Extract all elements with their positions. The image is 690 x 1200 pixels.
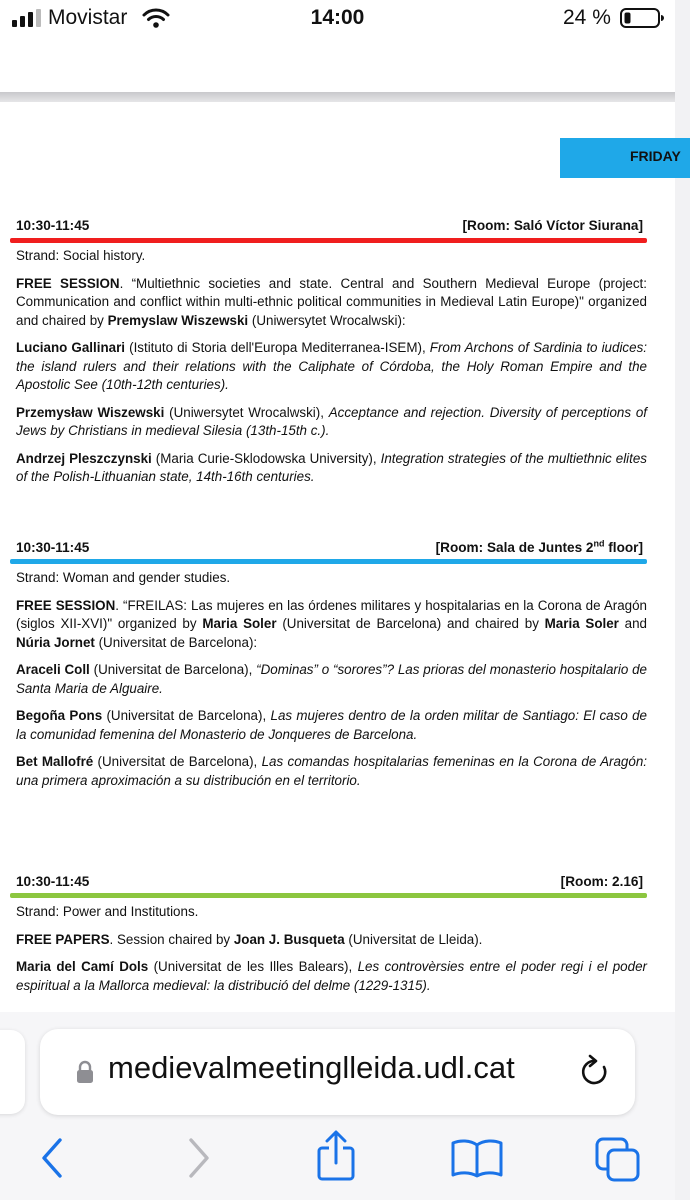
- paper-affiliation: (Maria Curie-Sklodowska University),: [151, 450, 381, 466]
- paper-entry: [16, 404, 647, 441]
- session-header: [16, 539, 647, 557]
- session-room-text-end: floor]: [604, 540, 643, 555]
- previous-tab-card[interactable]: [0, 1030, 25, 1114]
- paper-affiliation: (Universitat de Barcelona),: [93, 754, 262, 769]
- url-text[interactable]: medievalmeetinglleida.udl.cat: [108, 1050, 515, 1085]
- browser-bottom-bar: [0, 1012, 675, 1200]
- paper-entry: [16, 339, 647, 395]
- session-chair: Maria Soler: [544, 616, 619, 631]
- session-type: FREE SESSION: [16, 597, 116, 613]
- session-description: . “FREILAS: Las mujeres en las órdenes militares y hospitalarias en la Corona de Aragón (siglos XII-XVI)" organized by: [16, 597, 647, 631]
- paper-affiliation: (Uniwersytet Wrocalwski),: [164, 404, 329, 420]
- paper-affiliation: (Universitat de les Illes Balears),: [148, 959, 358, 974]
- reload-icon[interactable]: [578, 1053, 612, 1089]
- session-room: [436, 539, 643, 558]
- session-room: [Room: 2.16]: [560, 874, 643, 889]
- session-chair: Joan J. Busqueta: [233, 931, 345, 947]
- session-block-3: [16, 873, 647, 1004]
- session-room-text: [Room: Sala de Juntes 2: [435, 540, 594, 555]
- paper-affiliation: (Universitat de Barcelona),: [89, 662, 257, 677]
- session-room-superscript: nd: [593, 538, 605, 549]
- session-divider-green: [10, 893, 647, 898]
- page-top-band: [0, 36, 675, 92]
- session-strand: Strand: Social history.: [16, 248, 146, 263]
- session-description: . Session chaired by: [109, 931, 234, 947]
- session-organizer-affiliation: (Universitat de Barcelona) and chaired by: [276, 616, 545, 631]
- paper-title: Les controvèrsies entre el poder regi i el poder espiritual a la Mallorca medieval: la distribució del delme (1229-1315).: [16, 959, 647, 993]
- session-intro: [16, 597, 647, 653]
- paper-title: Las comandas hospitalarias femeninas en la Corona de Aragón: una primera aproximación a su distribución en el territorio.: [16, 754, 647, 788]
- paper-author: Araceli Coll: [16, 662, 90, 677]
- carrier-name: Movistar: [48, 6, 128, 29]
- session-organizer: Premyslaw Wiszewski: [107, 312, 249, 328]
- paper-entry: [16, 450, 647, 487]
- share-icon[interactable]: [314, 1130, 358, 1182]
- session-divider-blue: [10, 559, 647, 564]
- paper-title: Acceptance and rejection. Diversity of perceptions of Jews by Christians in medieval Silesia (13th-15th c.).: [16, 404, 647, 438]
- session-strand: Strand: Power and Institutions.: [16, 904, 199, 919]
- session-header: [16, 873, 647, 891]
- session-block-1: [16, 217, 647, 496]
- session-intro: [16, 931, 647, 950]
- battery-percent: 24 %: [563, 6, 611, 29]
- session-chair-affiliation: (Universitat de Barcelona):: [94, 634, 258, 650]
- tabs-icon[interactable]: [594, 1136, 642, 1184]
- paper-title: “Dominas” o “sorores”? Las prioras del monasterio hospitalario de Santa Maria de Alguaire.: [16, 662, 647, 696]
- paper-author: Luciano Gallinari: [16, 340, 126, 355]
- session-chair-join: and: [618, 616, 647, 631]
- session-time: 10:30-11:45: [16, 218, 90, 233]
- page-edge-shadow: [0, 92, 675, 102]
- paper-author: Maria del Camí Dols: [16, 959, 149, 974]
- paper-title: Integration strategies of the multiethnic elites of the Polish-Lithuanian state, 14th-16th centuries.: [16, 450, 648, 484]
- session-type: FREE PAPERS: [16, 931, 110, 947]
- paper-author: Bet Mallofré: [16, 754, 94, 769]
- session-organizer-affiliation: (Uniwersytet Wrocalwski):: [248, 312, 406, 328]
- paper-author: Begoña Pons: [16, 708, 103, 723]
- address-bar[interactable]: [40, 1029, 635, 1115]
- session-chair: Núria Jornet: [16, 634, 95, 650]
- back-icon[interactable]: [38, 1136, 68, 1180]
- session-strand: Strand: Woman and gender studies.: [16, 570, 231, 585]
- session-organizer: Maria Soler: [202, 616, 277, 631]
- paper-entry: [16, 753, 647, 790]
- status-bar: [0, 0, 675, 36]
- session-header: [16, 217, 647, 235]
- session-type: FREE SESSION: [16, 275, 120, 291]
- session-block-2: [16, 539, 647, 799]
- day-header-label: FRIDAY: [630, 148, 681, 164]
- paper-author: Andrzej Pleszczynski: [16, 450, 152, 466]
- session-intro: [16, 275, 647, 331]
- paper-entry: [16, 707, 647, 744]
- lock-icon: [76, 1060, 94, 1084]
- session-room: [Room: Saló Víctor Siurana]: [462, 218, 643, 233]
- paper-author: Przemysław Wiszewski: [16, 404, 165, 420]
- paper-title: Las mujeres dentro de la orden militar de Santiago: El caso de la comunidad femenina del Monasterio de Jonqueres de Barcelona.: [16, 708, 647, 742]
- session-chair-affiliation: (Universitat de Lleida).: [344, 931, 483, 947]
- paper-entry: [16, 958, 647, 995]
- session-time: 10:30-11:45: [16, 540, 90, 555]
- battery-icon: [620, 8, 664, 28]
- paper-affiliation: (Universitat de Barcelona),: [102, 708, 271, 723]
- clock: 14:00: [310, 6, 365, 29]
- bookmarks-icon[interactable]: [450, 1138, 504, 1178]
- paper-affiliation: (Istituto di Storia dell'Europa Mediterranea-ISEM),: [125, 340, 430, 355]
- pdf-document-page[interactable]: [0, 102, 681, 1102]
- paper-entry: [16, 661, 647, 698]
- session-description: . “Multiethnic societies and state. Central and Southern Medieval Europe (project: Communication and conflict within multi-ethnic political communities in Medieval Latin Europe)" organized and chaired by: [16, 275, 648, 328]
- paper-title: From Archons of Sardinia to iudices: the island rulers and their relations with the Caliphate of Córdoba, the Holy Roman Empire and the Apostolic See (10th-12th centuries).: [16, 340, 647, 392]
- forward-icon[interactable]: [183, 1136, 213, 1180]
- session-time: 10:30-11:45: [16, 874, 90, 889]
- session-divider-red: [10, 238, 647, 243]
